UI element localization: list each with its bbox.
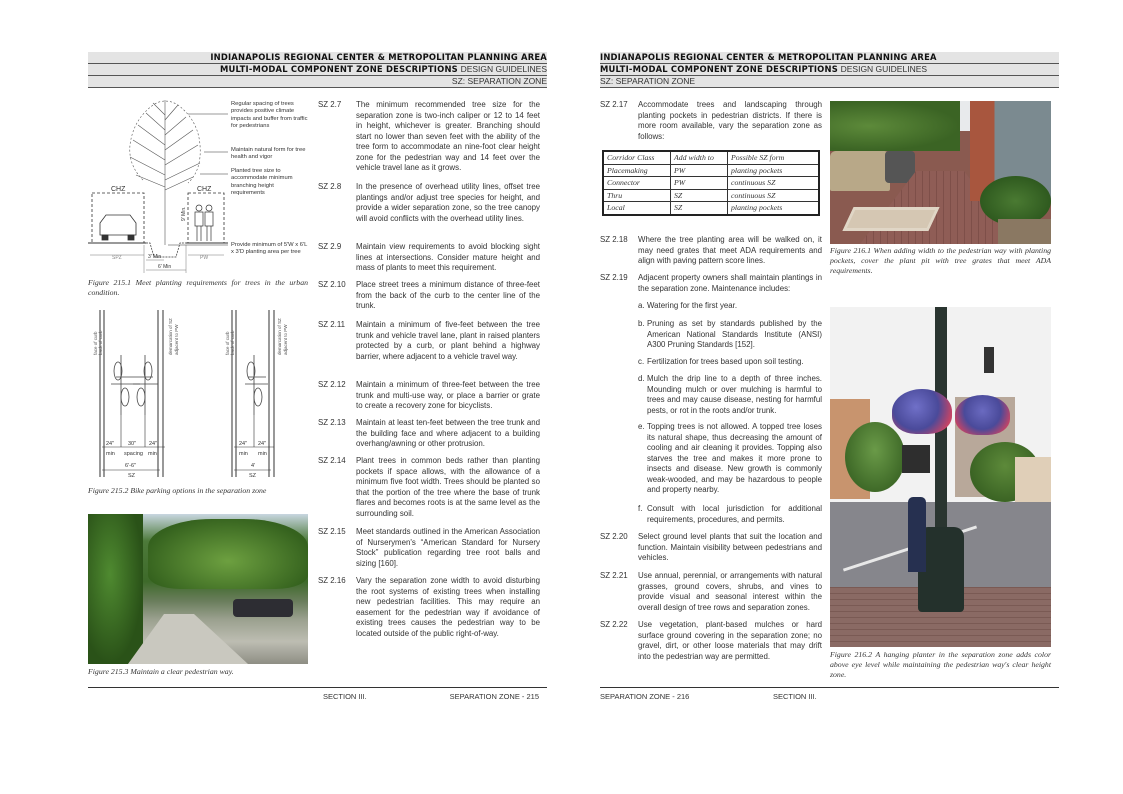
figure-216-1-caption: Figure 216.1 When adding width to the pedestrian way with planting pockets, cover the plant pit with tree grates that meet ADA requirements. (830, 246, 1051, 275)
pw-label: PW (200, 255, 209, 261)
flower-basket-right (955, 395, 1010, 435)
header-subtitle: MULTI-MODAL COMPONENT ZONE DESCRIPTIONS (219, 64, 458, 74)
demarcation-b: demarcation of SZ (277, 318, 282, 355)
header-bar-3-right (600, 76, 1059, 88)
table-header: Add width to (671, 151, 728, 164)
chz-label-left: CHZ (111, 186, 126, 193)
min-a: min (106, 451, 115, 457)
header-subtitle-light: DESIGN GUIDELINES (460, 64, 547, 74)
header-title-right: INDIANAPOLIS REGIONAL CENTER & METROPOLITAN PLANNING AREA (600, 52, 937, 62)
hanging-planter-photo (830, 307, 1051, 647)
spz-label: SPZ (112, 255, 122, 261)
table-cell: continuous SZ (728, 189, 820, 202)
parked-car (830, 151, 890, 191)
table-header: Possible SZ form (728, 151, 820, 164)
pedestrian-way-photo (88, 514, 308, 664)
dim-30: 30" (128, 441, 137, 447)
chz-label-right: CHZ (197, 186, 212, 193)
sidewalk (128, 614, 248, 664)
table-cell: SZ (671, 202, 728, 215)
table-row (603, 189, 819, 202)
cars (233, 599, 293, 617)
table-cell: Connector (603, 177, 671, 190)
bike-parking-diagram (88, 305, 298, 480)
left-page (0, 0, 561, 794)
header-bar-2 (88, 64, 547, 76)
back-of-curb-b: back of curb (230, 330, 235, 355)
header-title: INDIANAPOLIS REGIONAL CENTER & METROPOLITAN PLANNING AREA (210, 52, 547, 62)
table-cell: Thru (603, 189, 671, 202)
annotation-tree-size: Planted tree size to accommodate minimum branching height requirements (231, 168, 293, 196)
trees-left (88, 514, 143, 664)
car-icon (100, 215, 136, 240)
left-rules-column: SZ 2.7 The minimum recommended tree size for the separation zone is two-inch caliper or 12 to 14 feet in height, whichever is greater. Branching should start no lower than seven feet with the ability of the tree form to accommodate an nine-foot clear height zone for the pedestrian way and 14 feet over the vehicle travel lane as it grows. SZ 2.8 In the presence of overhead utility lines, offset tree plantings and/or adjust tree species for height, and provide a wider separation zone, so the tree canopy will avoid conflicts with the overhead utility lines. SZ 2.9 Maintain view requirements to avoid blocking sight lines at intersections. Consider mature height and mass of plants to meet this requirement. SZ 2.10 Place street trees a minimum distance of three-feet from the back of the curb to the center line of the trunk. SZ 2.11 Maintain a minimum of five-feet between the tree trunk and vehicle travel lane, plant in raised planters protected by a curb, or plant behind a highway barrier, where adjacent to a vehicle travel way. SZ 2.12 Maintain a minimum of three-feet between the tree trunk and multi-use way, or place a barrier or grate to create a recovery zone for bicyclists. SZ 2.13 Maintain at least ten-feet between the tree trunk and the building face and where adjacent to a building overhang/awning or other protrusion. SZ 2.14 Plant trees in common beds rather than planting pockets if space allows, with the allowance of a minimum five foot width. Trees should be planted so that the portion of the tree where the base of trunk flares and becomes roots is at the same level as the surrounding soil. SZ 2.15 Meet standards outlined in the American Association of Nurserymen's “American Standard for Nursery Stock” publication regarding tree root balls and sizing [160]. SZ 2.16 Vary the separation zone width to avoid disturbing the root systems of existing trees when installing new pedestrian facilities. This may require an easement for the pedestrian way if avoidance of existing trees causes the pedestrian way to be located outside of the public right-of-way. (318, 100, 540, 638)
table-cell: planting pockets (728, 202, 820, 215)
min-b: min (148, 451, 157, 457)
face-of-curb-b: face of curb (225, 331, 230, 355)
pedestrian-figure (908, 497, 926, 572)
trees-canopy (148, 519, 308, 589)
header-bar-2-right (600, 64, 1059, 76)
footer-page-215: SEPARATION ZONE - 215 (449, 692, 539, 701)
total-a: 6'-6" (125, 463, 136, 469)
header-subtitle-light-right: DESIGN GUIDELINES (840, 64, 928, 74)
back-of-curb-a: back of curb (98, 330, 103, 355)
figure-216-2-caption: Figure 216.2 A hanging planter in the separation zone adds color above eye level while maintaining the pedestrian way's clear height zone. (830, 650, 1051, 679)
header-section: SZ: SEPARATION ZONE (451, 76, 547, 86)
dim-24-c: 24" (239, 441, 248, 447)
table-cell: PW (671, 177, 728, 190)
footer-section-right: SECTION III. (773, 692, 817, 701)
footer-rule-left (88, 687, 547, 688)
table-cell: SZ (671, 189, 728, 202)
table-header-row (603, 151, 819, 164)
flower-basket-left (892, 389, 952, 434)
table-cell: continuous SZ (728, 177, 820, 190)
dim-24-a: 24" (106, 441, 115, 447)
sz-a: SZ (128, 473, 136, 479)
bike-icons (111, 355, 268, 415)
figure-215-1-caption: Figure 215.1 Meet planting requirements for trees in the urban condition. (88, 278, 308, 297)
face-of-curb-a: face of curb (93, 331, 98, 355)
sz-b: SZ (249, 473, 257, 479)
footer-section-left: SECTION III. (323, 692, 367, 701)
pedestrians-icon (195, 205, 213, 241)
footer-page-216: SEPARATION ZONE - 216 (600, 692, 690, 701)
street-trees (830, 101, 960, 151)
header-subtitle-right: MULTI-MODAL COMPONENT ZONE DESCRIPTIONS (600, 64, 838, 74)
tree-planting-diagram (88, 95, 228, 275)
header-bar-1-right (600, 52, 1059, 64)
table-row (603, 164, 819, 177)
traffic-signal (984, 347, 994, 373)
table-cell: Placemaking (603, 164, 671, 177)
annotation-natural-form: Maintain natural form for tree health and vigor (231, 147, 306, 161)
min6-label: 6' Min (158, 264, 172, 270)
height-label: 9' Min. (181, 206, 187, 221)
dim-24-d: 24" (258, 441, 267, 447)
right-rules-column: SZ 2.17 Accommodate trees and landscaping through planting pockets in pedestrian districts. If there is more room available, vary the separation zone as follows: Corridor Class Add width to Possible SZ form Placemaking PW planting pockets Connector PW continuous SZ Thru SZ continuous SZ Local SZ planting pockets SZ 2.18 Where the tree planting area will be walked on, it may need grates that meet ADA requirements and align with paving pattern score lines. SZ 2.19 Adjacent property owners shall maintain plantings in the separation zone. Maintenance includes: a. Watering for the first year. b. Pruning as set by standards published by the American National Standards Institute (ANSI) A300 Pruning Standards [152]. c. Fertilization for trees based upon soil testing. d. Mulch the drip line to a depth of three inches. Mounding mulch or over mulching is harmful to trees and may cause disease, nesting for harmful pests, or rot in the roots and/or trunk. e. Topping trees is not allowed. A topped tree loses its natural shape, thus decreasing the amount of cooling and air cleaning it provides. Topping also starves the tree and makes it more prone to insects and disease. New growth is commonly weak-wooded, and may be hazardous to people and property nearby. f. Consult with local jurisdiction for additional requirements, procedures, and permits. SZ 2.20 Select ground level plants that suit the location and function. Maintain visibility between pedestrians and vehicles. SZ 2.21 Use annual, perennial, or arrangements with natural grasses, ground covers, shrubs, and vines to provide visual and seasonal interest within the overall design of tree rows and separation zones. SZ 2.22 Use vegetation, plant-based mulches or hard surface ground covering in the separation zone; no gravel, dirt, or other loose materials that may drift into the pedestrian way are permitted. (600, 100, 822, 661)
spacing-label: spacing (124, 451, 143, 457)
street-trees (845, 422, 905, 492)
min-d: min (258, 451, 267, 457)
figure-215-3-caption: Figure 215.3 Maintain a clear pedestrian way. (88, 667, 234, 676)
table-row (603, 177, 819, 190)
table-cell: PW (671, 164, 728, 177)
header-bar-1 (88, 52, 547, 64)
right-page (561, 0, 1123, 794)
min3-label: 3' Min (148, 254, 162, 260)
planting-pockets-photo (830, 101, 1051, 244)
demarcation-a: demarcation of SZ (168, 318, 173, 355)
building-right (1015, 457, 1051, 507)
pedestrian-signal (902, 445, 930, 473)
table-cell: Local (603, 202, 671, 215)
min-c: min (239, 451, 248, 457)
footer-rule-right (600, 687, 1059, 688)
total-b: 4' (251, 463, 256, 469)
tree-grate (842, 207, 939, 231)
table-row (603, 202, 819, 215)
table-header: Corridor Class (603, 151, 671, 164)
dim-24-b: 24" (149, 441, 158, 447)
annotation-planting-area: Provide minimum of 5'W x 6'L x 3'D planting area per tree (231, 242, 308, 256)
planter (998, 219, 1051, 244)
adjacent-b: adjacent to PW (283, 324, 288, 355)
figure-215-2-caption: Figure 215.2 Bike parking options in the separation zone (88, 486, 267, 495)
table-cell: planting pockets (728, 164, 820, 177)
corridor-class-table (602, 150, 820, 216)
tree-illustration (130, 100, 200, 245)
header-section-right: SZ: SEPARATION ZONE (600, 76, 696, 86)
adjacent-a: adjacent to PW (174, 324, 179, 355)
header-bar-3 (88, 76, 547, 88)
annotation-spacing: Regular spacing of trees provides positive climate impacts and buffer from traffic for pedestrians (231, 101, 308, 129)
